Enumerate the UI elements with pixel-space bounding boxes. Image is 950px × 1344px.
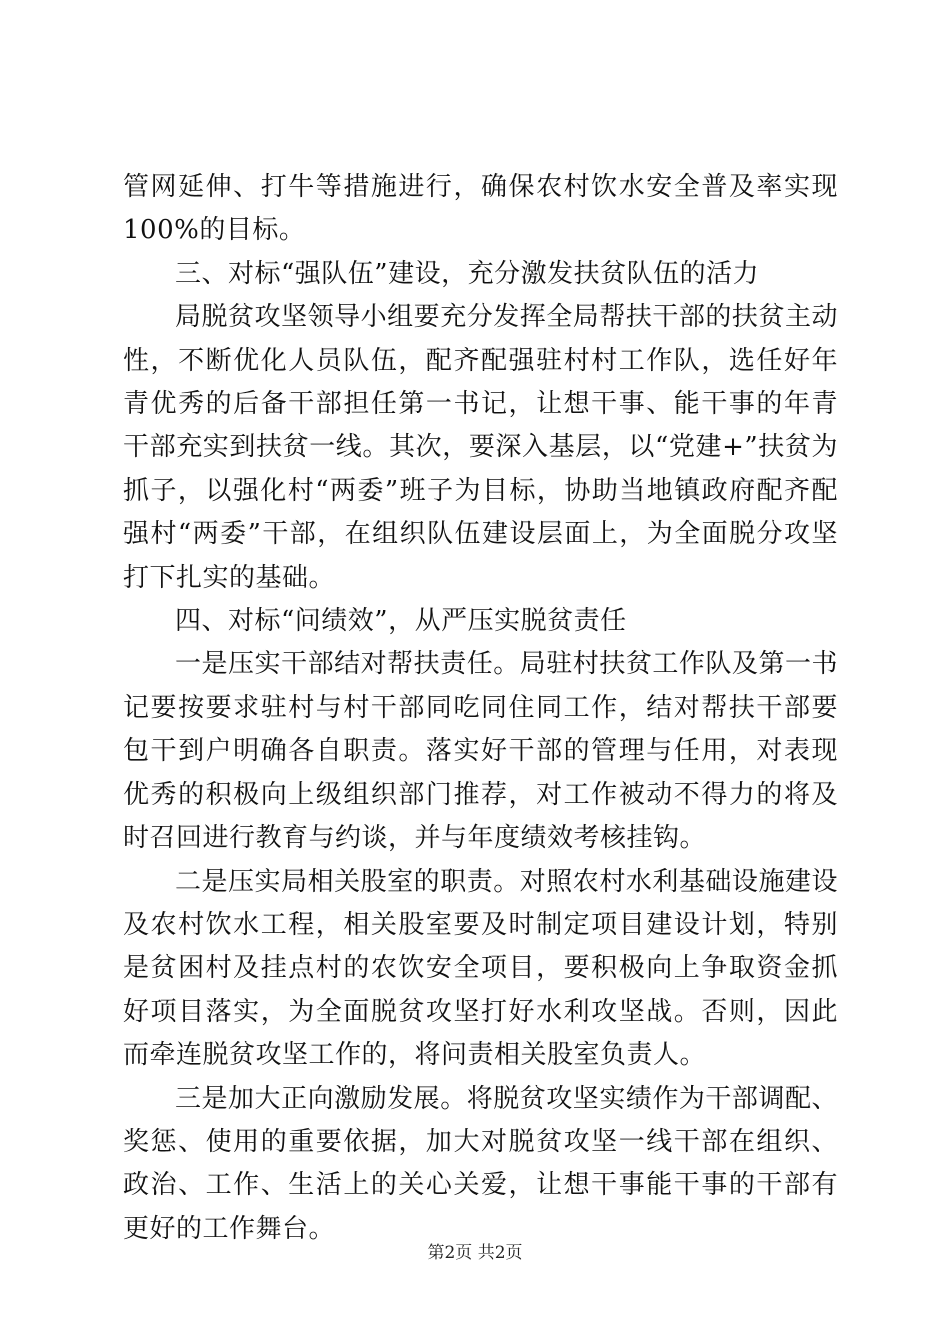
section-heading-4: 四、对标“问绩效”，从严压实脱贫责任 bbox=[175, 606, 627, 637]
section-heading-3: 三、对标“强队伍”建设，充分激发扶贫队伍的活力 bbox=[175, 258, 760, 289]
page-footer: 第2页 共2页 bbox=[427, 1243, 523, 1263]
document-body bbox=[123, 166, 838, 1251]
paragraph-point-1: 一是压实干部结对帮扶责任。局驻村扶贫工作队及第一书记要按要求驻村与村干部同吃同住同工作，结对帮扶干部要包干到户明确各自职责。落实好干部的管理与任用，对表现优秀的积极向上级组织部门推荐，对工作被动不得力的将及时召回进行教育与约谈，并与年度绩效考核挂钩。 bbox=[123, 649, 838, 854]
paragraph-point-3: 三是加大正向激励发展。将脱贫攻坚实绩作为干部调配、奖惩、使用的重要依据，加大对脱贫攻坚一线干部在组织、政治、工作、生活上的关心关爱，让想干事能干事的干部有更好的工作舞台。 bbox=[123, 1083, 838, 1244]
paragraph-continuation: 管网延伸、打牛等措施进行，确保农村饮水安全普及率实现100%的目标。 bbox=[123, 172, 838, 246]
paragraph-point-2: 二是压实局相关股室的职责。对照农村水利基础设施建设及农村饮水工程，相关股室要及时制定项目建设计划，特别是贫困村及挂点村的农饮安全项目，要积极向上争取资金抓好项目落实，为全面脱贫攻坚打好水利攻坚战。否则，因此而牵连脱贫攻坚工作的，将问责相关股室负责人。 bbox=[123, 866, 838, 1071]
paragraph-team-building: 局脱贫攻坚领导小组要充分发挥全局帮扶干部的扶贫主动性，不断优化人员队伍，配齐配强驻村村工作队，选任好年青优秀的后备干部担任第一书记，让想干事、能干事的年青干部充实到扶贫一线。其次，要深入基层，以“党建+”扶贫为抓子，以强化村“两委”班子为目标，协助当地镇政府配齐配强村“两委”干部，在组织队伍建设层面上，为全面脱分攻坚打下扎实的基础。 bbox=[123, 302, 838, 593]
